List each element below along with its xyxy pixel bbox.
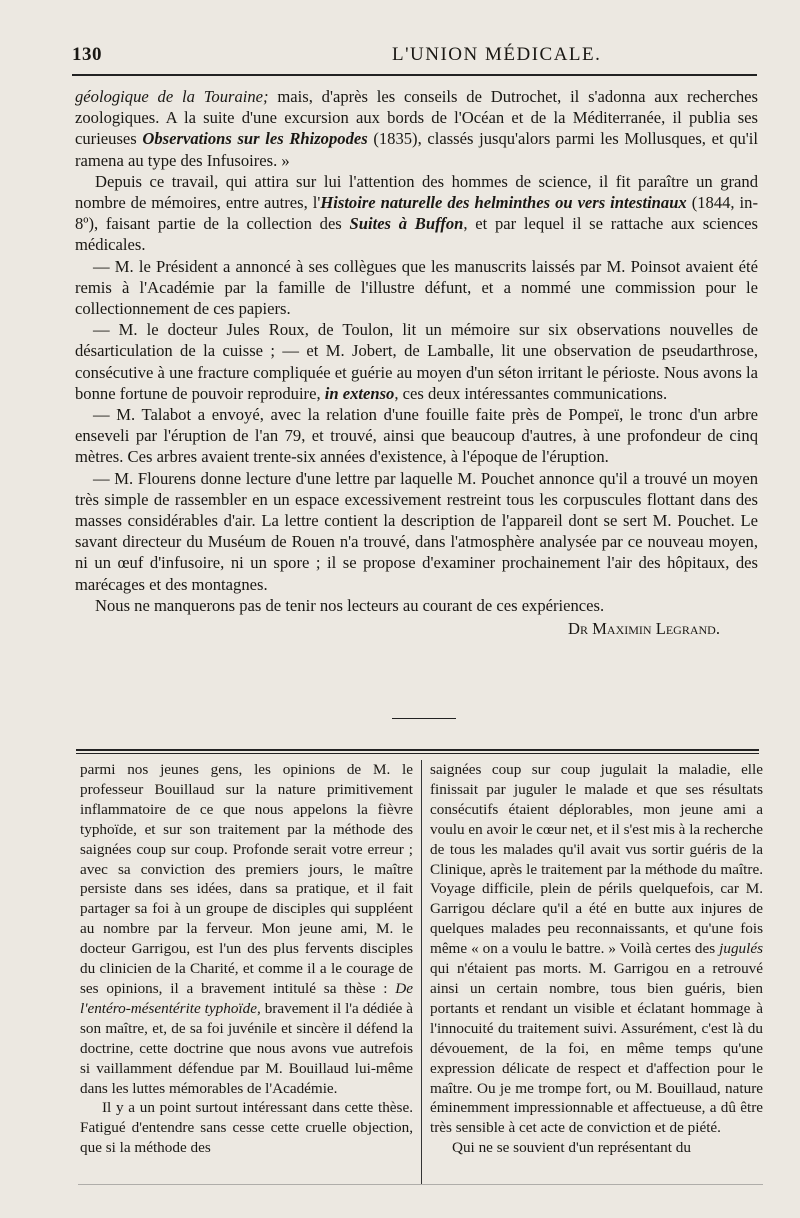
feuilleton-rule [76,749,759,754]
journal-title: L'UNION MÉDICALE. [392,44,602,65]
feuilleton-paragraph: Qui ne se souvient d'un représentant du [452,1139,691,1157]
feuilleton-paragraph [430,760,763,1138]
book-title: Histoire naturelle des helminthes ou vers intestinaux [320,193,687,213]
paragraph-geologique [75,86,758,171]
paragraph-text: — M. le docteur Jules Roux, de Toulon, lit un mémoire sur six observations nouvelles de désarticulation de la cuisse ; — et M. Jobert, de Lamballe, lit une observation de pseudarthrose, consécutive à une fracture compliquée et guérie au moyen d'un séton irritant le périoste. Nous avons la bonne fortune de pouvoir reproduire, [75,320,758,403]
header-rule [72,74,757,76]
feuilleton-right-column [430,760,763,1158]
thesis-title: De l'entéro-mésentérite typhoïde [80,979,413,1017]
paragraph-roux [75,319,758,404]
feuilleton-left-column [80,760,413,1158]
paragraph-text: , bravement il l'a dédiée à son maître, et, de sa foi juvénile et sincère il défend la doctrine, cette doctrine que nous avons vue autrefois si vaillamment défendue par M. Bouillaud lui-même dans les luttes mémorables de l'Académie. [80,999,413,1097]
feuilleton [78,760,763,1180]
paragraph-text: qui n'étaient pas morts. M. Garrigou en a retrouvé ainsi un certain nombre, tous bien guéris, bien portants et rendant un visible et éclatant hommage à l'innocuité du traitement suivi. Assurément, c'est là du dévouement, de la foi, en même temps qu'une expression délicate de respect et d'affection pour le maître. Ou je me trompe fort, ou M. Bouillaud, nature éminemment impressionnable et affectueuse, a dû être très sensible à cet acte de conviction et de piété. [430,960,763,1137]
paragraph-text: parmi nos jeunes gens, les opinions de M. le professeur Bouillaud sur la nature primitivement inflammatoire de ce que nous appelons la fièvre typhoïde, et sur son traitement par la méthode des saignées coup sur coup. Profonde serait votre erreur ; avec sa conviction des premiers jours, le maître persiste dans ses idées, dans sa pratique, et il fait partager sa foi à un groupe de disciples qui suppléent au nombre par la ferveur. Mon jeune ami, M. le docteur Garrigou, est l'un des plus fervents disciples du clinicien de la Charité, et comme il a le courage de ses opinions, il a bravement intitulé sa thèse : [80,761,413,997]
book-title: Suites à Buffon [349,214,464,234]
page-header [72,42,762,78]
paragraph-text: (1835), classés jusqu'alors parmi les Mollusques, et qu'il ramena au type des Infusoires. » [75,129,759,170]
paragraph-italic: géologique de la Touraine; [75,87,269,106]
paragraph-italic: in extenso [324,383,395,403]
feuilleton-paragraph [80,760,413,1098]
paragraph-talabot: — M. Talabot a envoyé, avec la relation d'une fouille faite près de Pompeï, le tronc d'un arbre enseveli par l'éruption de l'an 79, et trouvé, ainsi que beaucoup d'autres, à une profondeur de cinq mètres. Ces arbres avaient trente-six années d'existence, à l'époque de l'éruption. [75,405,758,467]
paragraph-text: , ces deux intéressantes communications. [394,383,668,403]
column-divider [421,760,422,1184]
main-article [75,86,758,640]
page-number: 130 [72,44,102,65]
paragraph-text: , et par lequel il se rattache aux sciences médicales. [75,214,758,255]
book-title: Observations sur les Rhizopodes [142,129,368,149]
feuilleton-paragraph: Il y a un point surtout intéressant dans cette thèse. Fatigué d'entendre sans cesse cette cruelle objection, que si la méthode des [80,1099,413,1157]
paragraph-text: Depuis ce travail, qui attira sur lui l'attention des hommes de science, il fit paraître un grand nombre de mémoires, entre autres, l' [75,171,758,213]
bottom-rule [78,1184,763,1185]
paragraph-flourens: — M. Flourens donne lecture d'une lettre par laquelle M. Pouchet annonce qu'il a trouvé un moyen très simple de rassembler en un espace excessivement restreint tous les corpuscules flottant dans des masses considérables d'air. La lettre contient la description de l'appareil dont se sert M. Pouchet. Le savant directeur du Muséum de Rouen n'a trouvé, dans l'atmosphère analysée par ce nouveau moyen, ni un œuf d'infusoire, ni un spore ; il se propose d'examiner prochainement l'air des hôpitaux, des marécages et des montagnes. [75,468,758,594]
signature: Dr Maximin Legrand. [568,619,720,639]
paragraph-text: saignées coup sur coup jugulait la maladie, elle finissait par juguler le malade et que ses résultats consécutifs étaient déplorables, mon jeune ami a voulu en avoir le cœur net, et il s'est mis à la recherche de tous les malades qu'il avait vus sortir guéris de la Clinique, après le traitement par la méthode du maître. Voyage difficile, plein de périls quelquefois, car M. Garrigou déclare qu'il a été en butte aux injures de quelques malades peu reconnaissants, et qu'une fois même « on a voulu le battre. » Voilà certes des [430,761,763,958]
paragraph-text: (1844, in-8º), faisant partie de la collection des [75,193,758,234]
paragraph-depuis [75,171,758,256]
paragraph-text: mais, d'après les conseils de Dutrochet, il s'adonna aux recherches zoologiques. A la suite d'une excursion aux bords de l'Océan et de la Méditerranée, il publia ses curieuses [75,87,758,149]
paragraph-closing: Nous ne manquerons pas de tenir nos lecteurs au courant de ces expériences. [95,595,605,615]
section-divider [392,718,456,719]
paragraph-italic: jugulés [719,940,763,958]
paragraph-president: — M. le Président a annoncé à ses collègues que les manuscrits laissés par M. Poinsot avaient été remis à l'Académie par la famille de l'illustre défunt, et a nommé une commission pour le collectionnement de ces papiers. [75,256,758,319]
